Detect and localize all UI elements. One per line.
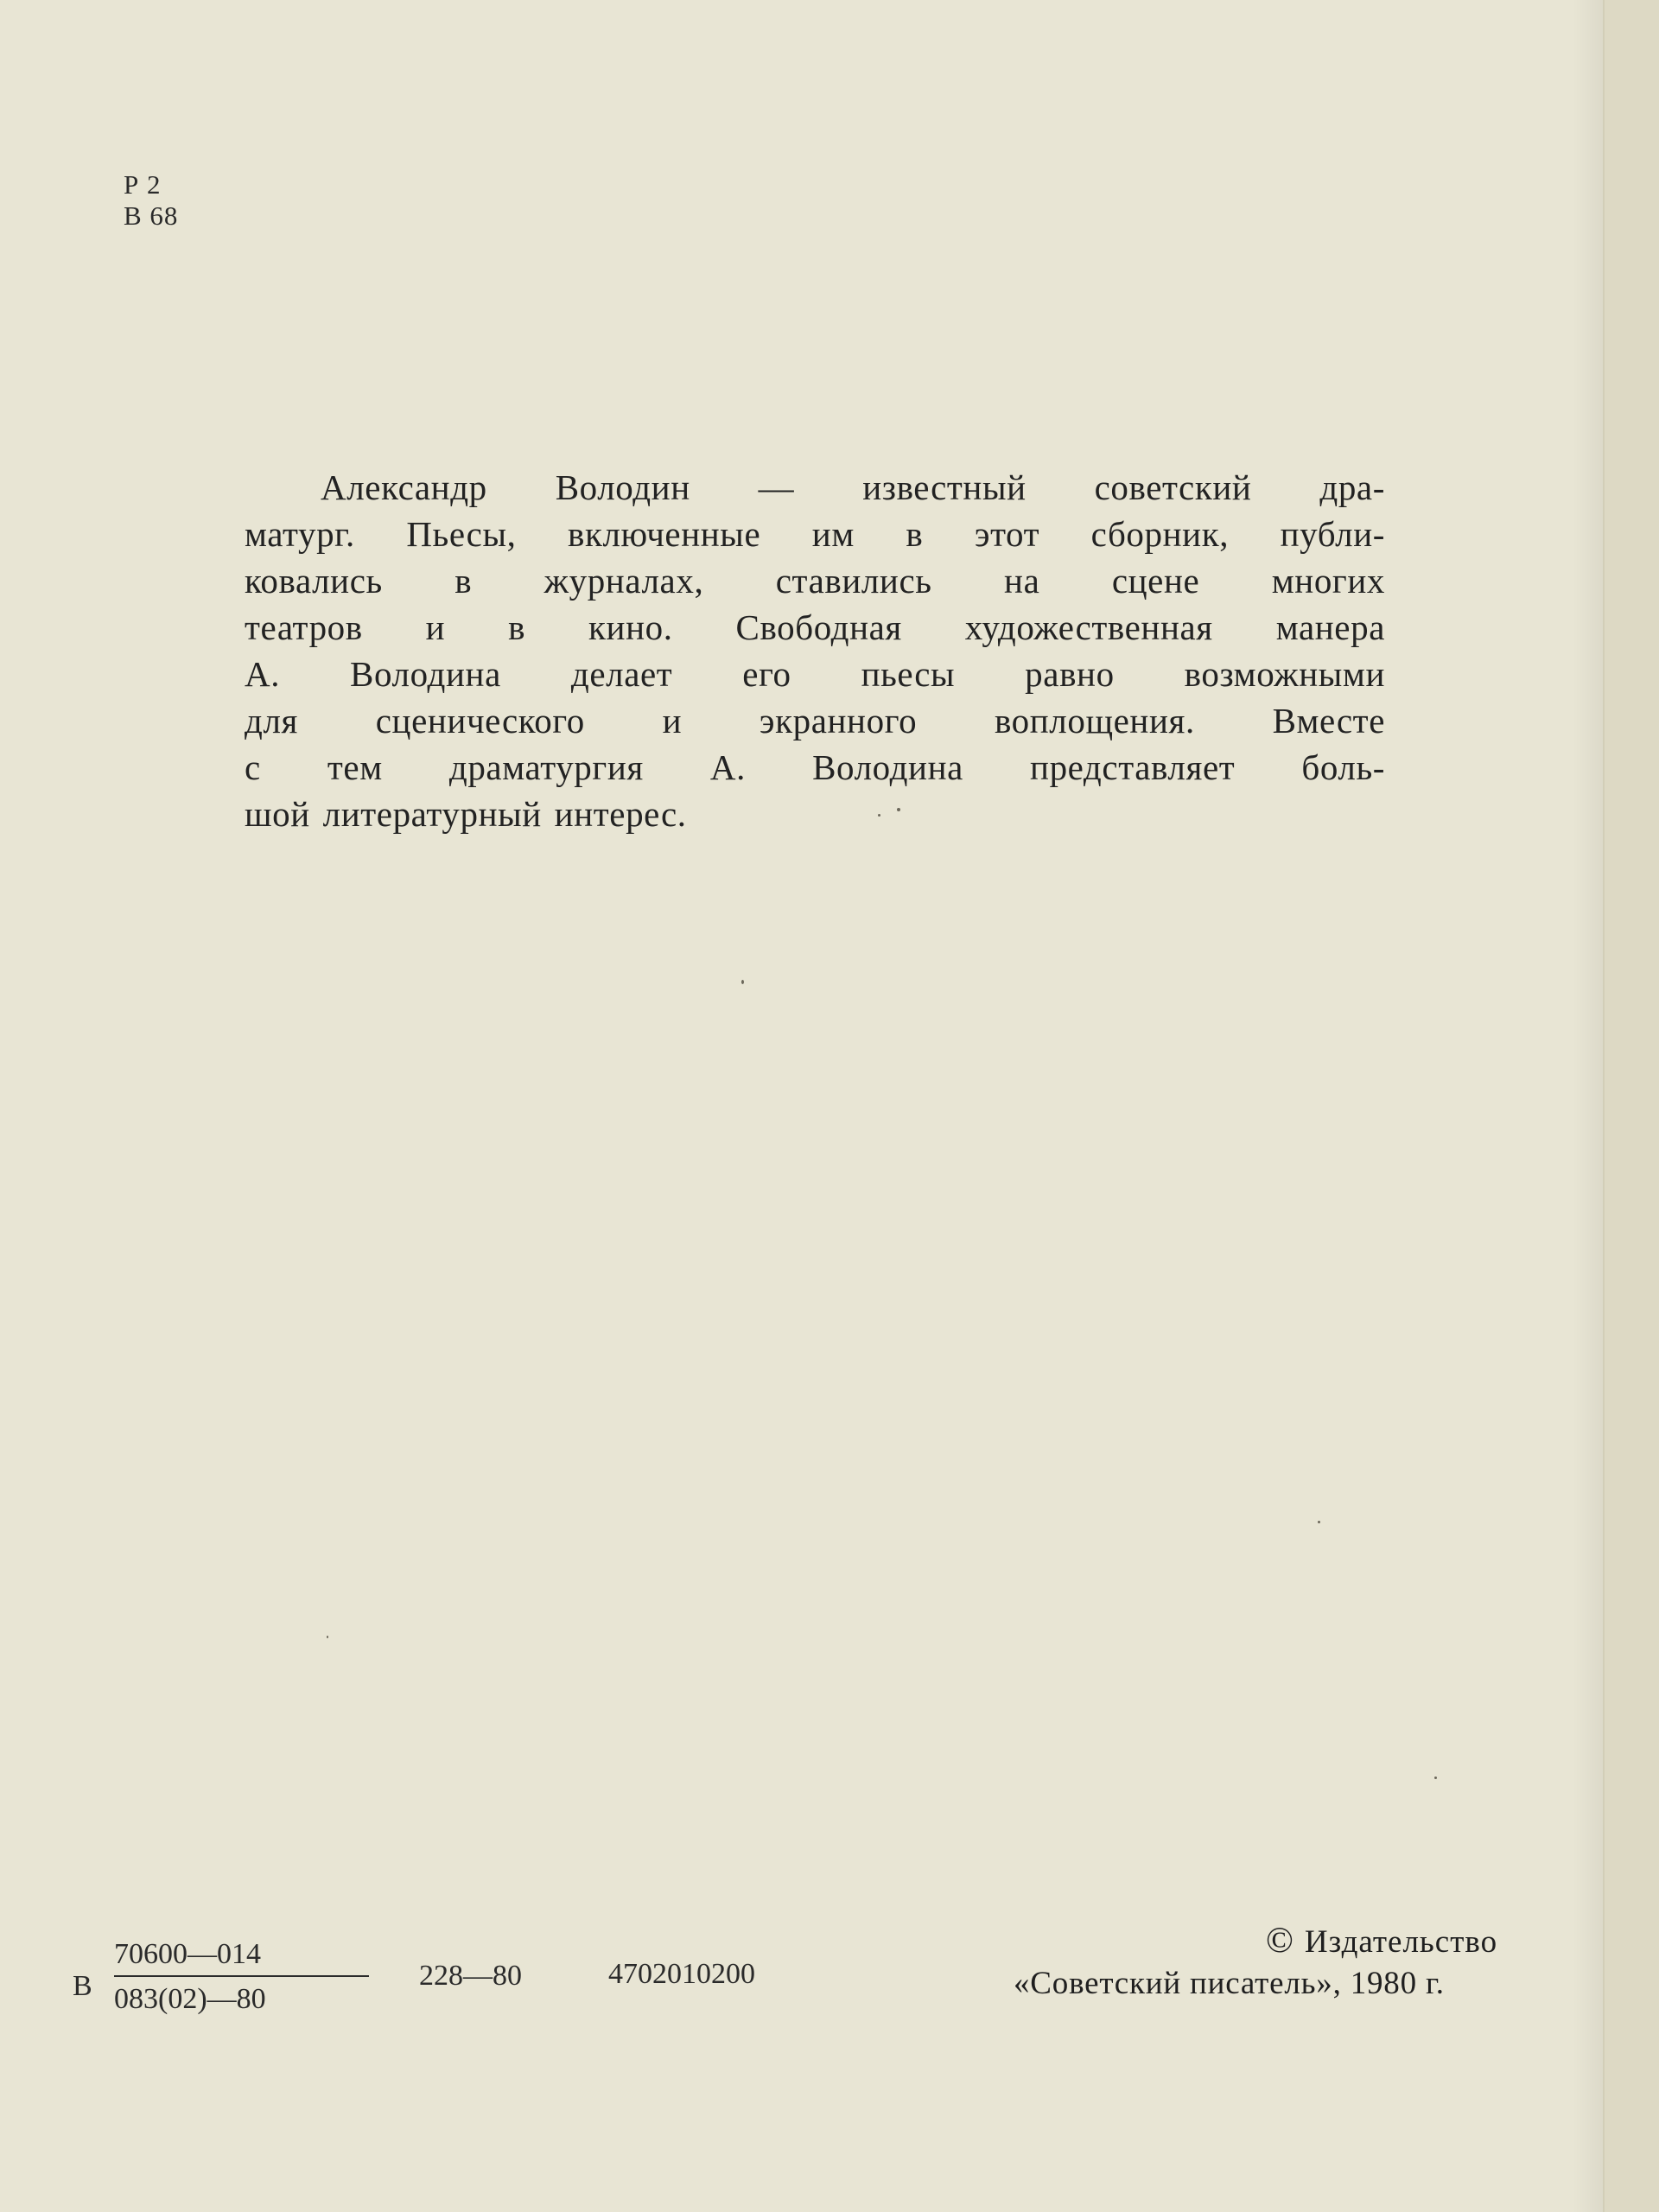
formula-fraction <box>114 1936 373 2018</box>
formula-prefix: В <box>73 1970 92 2002</box>
copyright-row-publisher-label <box>1266 1920 1497 1961</box>
page-gutter-shadow <box>1573 0 1603 2212</box>
paper-speck <box>327 1636 328 1638</box>
formula-code: 228—80 <box>419 1960 522 1992</box>
classification-line-1: Р 2 <box>124 169 162 200</box>
paper-speck <box>1434 1777 1437 1779</box>
paper-speck <box>897 808 900 811</box>
formula-numerator: 70600—014 <box>114 1938 261 1970</box>
library-classification-code <box>124 169 178 232</box>
annotation-line: Александр Володин — известный советский дра- <box>321 467 1385 507</box>
classification-line-2: В 68 <box>124 200 179 231</box>
annotation-line: ковались в журналах, ставились на сцене многих <box>245 561 1385 601</box>
paper-speck <box>1318 1521 1320 1523</box>
annotation-line: шой литературный интерес. <box>245 794 687 834</box>
annotation-line: с тем драматургия А. Володина представляет боль- <box>245 747 1385 787</box>
formula-denominator: 083(02)—80 <box>114 1983 266 2015</box>
annotation-line: для сценического и экранного воплощения. Вместе <box>245 701 1385 741</box>
paper-speck <box>741 980 744 984</box>
adjacent-page-edge <box>1603 0 1659 2212</box>
paper-speck <box>878 814 880 817</box>
copyright-icon: © <box>1266 1921 1294 1961</box>
annotation-line: А. Володина делает его пьесы равно возможными <box>245 654 1385 694</box>
publisher-label: Издательство <box>1304 1924 1498 1960</box>
book-annotation <box>245 464 1385 837</box>
annotation-line: матург. Пьесы, включенные им в этот сборник, публи- <box>245 514 1385 554</box>
annotation-line: театров и в кино. Свободная художественная манера <box>245 607 1385 647</box>
publisher-line: «Советский писатель», 1980 г. <box>1014 1966 1445 2001</box>
fraction-bar <box>114 1975 369 1977</box>
formula-number: 4702010200 <box>608 1958 755 1990</box>
